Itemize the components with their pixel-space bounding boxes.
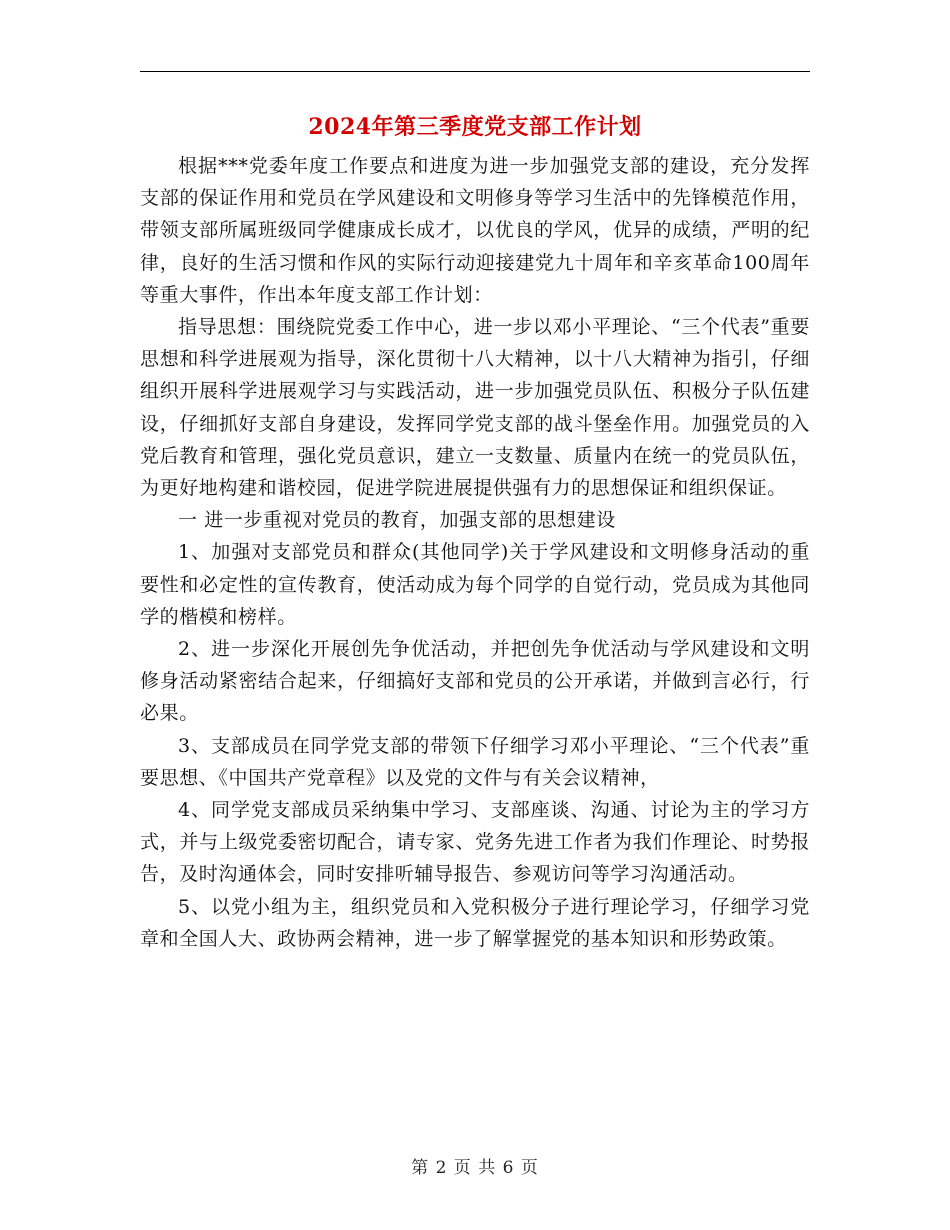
paragraph-item-3: 3、支部成员在同学党支部的带领下仔细学习邓小平理论、“三个代表”重要思想、《中国共产党章程》以及党的文件与有关会议精神， (140, 734, 810, 789)
paragraph-guiding-thought: 指导思想：围绕院党委工作中心，进一步以邓小平理论、“三个代表”重要思想和科学进展观为指导，深化贯彻十八大精神，以十八大精神为指引，仔细组织开展科学进展观学习与实践活动，进一步加强党员队伍、积极分子队伍建设，仔细抓好支部自身建设，发挥同学党支部的战斗堡垒作用。加强党员的入党后教育和管理，强化党员意识，建立一支数量、质量内在统一的党员队伍，为更好地构建和谐校园，促进学院进展提供强有力的思想保证和组织保证。 (140, 316, 810, 500)
section-heading-1: 一 进一步重视对党员的教育，加强支部的思想建设 (178, 509, 616, 532)
paragraph-item-4: 4、同学党支部成员采纳集中学习、支部座谈、沟通、讨论为主的学习方式，并与上级党委密切配合，请专家、党务先进工作者为我们作理论、时势报告，及时沟通体会，同时安排听辅导报告、参观访问等学习沟通活动。 (140, 799, 810, 886)
document-body (140, 150, 810, 955)
header-rule (140, 71, 810, 72)
paragraph-item-1: 1、加强对支部党员和群众(其他同学)关于学风建设和文明修身活动的重要性和必定性的宣传教育，使活动成为每个同学的自觉行动，党员成为其他同学的楷模和榜样。 (140, 541, 810, 628)
paragraph-item-5: 5、以党小组为主，组织党员和入党积极分子进行理论学习，仔细学习党章和全国人大、政协两会精神，进一步了解掌握党的基本知识和形势政策。 (140, 895, 810, 950)
paragraph-intro: 根据***党委年度工作要点和进度为进一步加强党支部的建设，充分发挥支部的保证作用和党员在学风建设和文明修身等学习生活中的先锋模范作用，带领支部所属班级同学健康成长成才，以优良的学风，优异的成绩，严明的纪律，良好的生活习惯和作风的实际行动迎接建党九十周年和辛亥革命100周年等重大事件，作出本年度支部工作计划： (140, 155, 810, 306)
page-number: 第 2 页 共 6 页 (411, 1158, 539, 1178)
document-title: 2024年第三季度党支部工作计划 (308, 114, 642, 140)
paragraph-item-2: 2、进一步深化开展创先争优活动，并把创先争优活动与学风建设和文明修身活动紧密结合起来，仔细搞好支部和党员的公开承诺，并做到言必行，行必果。 (140, 638, 810, 725)
